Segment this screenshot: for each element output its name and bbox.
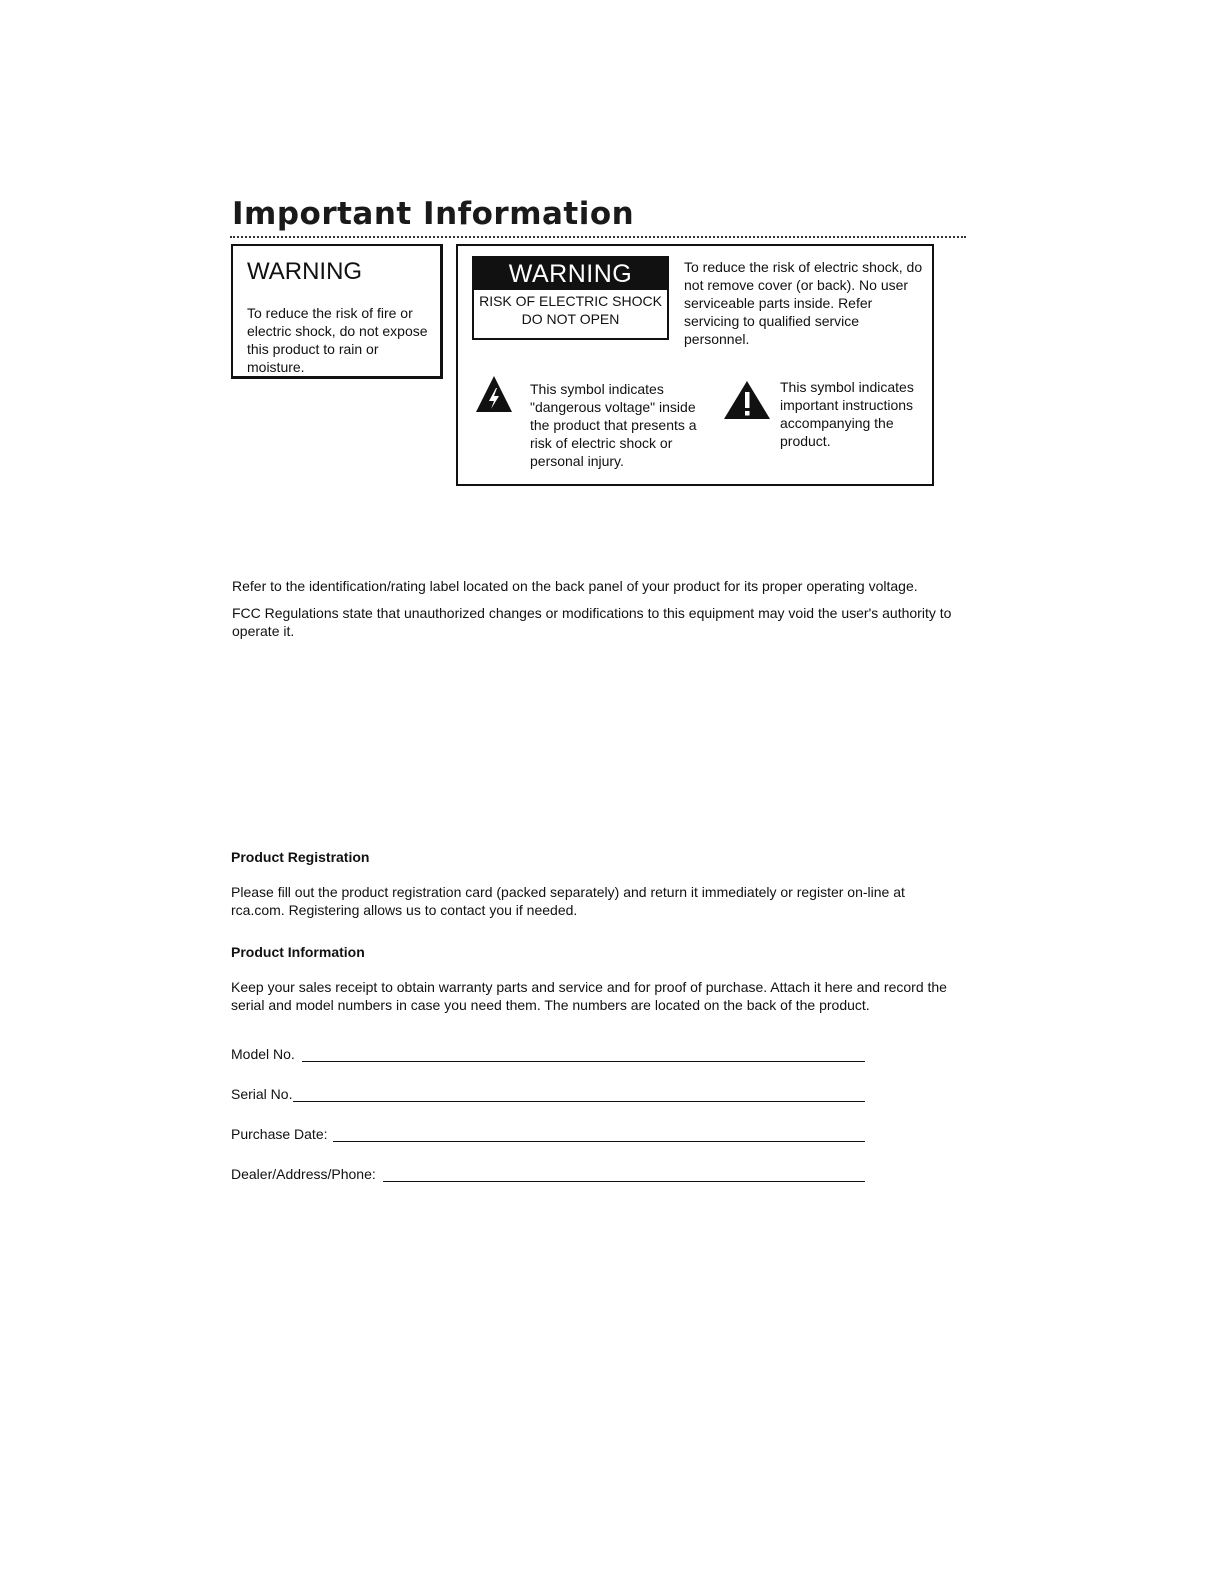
registration-text: Please fill out the product registration card (packed separately) and return it immediately or register on-line at rca.com. Registering allows us to contact you if needed. (231, 884, 905, 918)
page-title: Important Information (232, 196, 635, 232)
title-divider (230, 236, 966, 238)
voltage-symbol-text: This symbol indicates "dangerous voltage" inside the product that presents a risk of electric shock or personal injury. (530, 381, 697, 469)
voltage-note: Refer to the identification/rating label located on the back panel of your product for its proper operating voltage. (232, 578, 918, 594)
instructions-symbol-text: This symbol indicates important instructions accompanying the product. (780, 379, 914, 449)
purchase-date-label: Purchase Date: (231, 1126, 328, 1142)
model-number-label: Model No. (231, 1046, 295, 1062)
fire-warning-text: To reduce the risk of fire or electric shock, do not expose this product to rain or moisture. (247, 305, 428, 375)
registration-heading: Product Registration (231, 849, 370, 865)
dealer-field[interactable] (383, 1181, 865, 1182)
serial-number-label: Serial No. (231, 1086, 293, 1102)
shock-warning-subtext: RISK OF ELECTRIC SHOCK DO NOT OPEN (479, 293, 662, 327)
information-text: Keep your sales receipt to obtain warranty parts and service and for proof of purchase. Attach it here and record the serial and model numbers in case you need them. The numbers are located on the back of the product. (231, 979, 947, 1013)
fire-warning-heading: WARNING (247, 258, 363, 285)
dealer-label: Dealer/Address/Phone: (231, 1166, 376, 1182)
model-number-field[interactable] (302, 1061, 865, 1062)
fcc-note: FCC Regulations state that unauthorized changes or modifications to this equipment may void the user's authority to operate it. (232, 605, 952, 639)
serial-number-field[interactable] (293, 1101, 865, 1102)
shock-warning-banner: WARNING (474, 258, 667, 290)
shock-warning-text: To reduce the risk of electric shock, do not remove cover (or back). No user serviceable parts inside. Refer servicing to qualified service personnel. (684, 259, 923, 347)
fire-warning-box (231, 244, 443, 379)
shock-warning-box (456, 244, 934, 486)
shock-warning-label (472, 256, 669, 340)
exclamation-triangle-icon (722, 379, 772, 421)
purchase-date-field[interactable] (333, 1141, 865, 1142)
lightning-triangle-icon (474, 374, 514, 414)
information-heading: Product Information (231, 944, 365, 960)
